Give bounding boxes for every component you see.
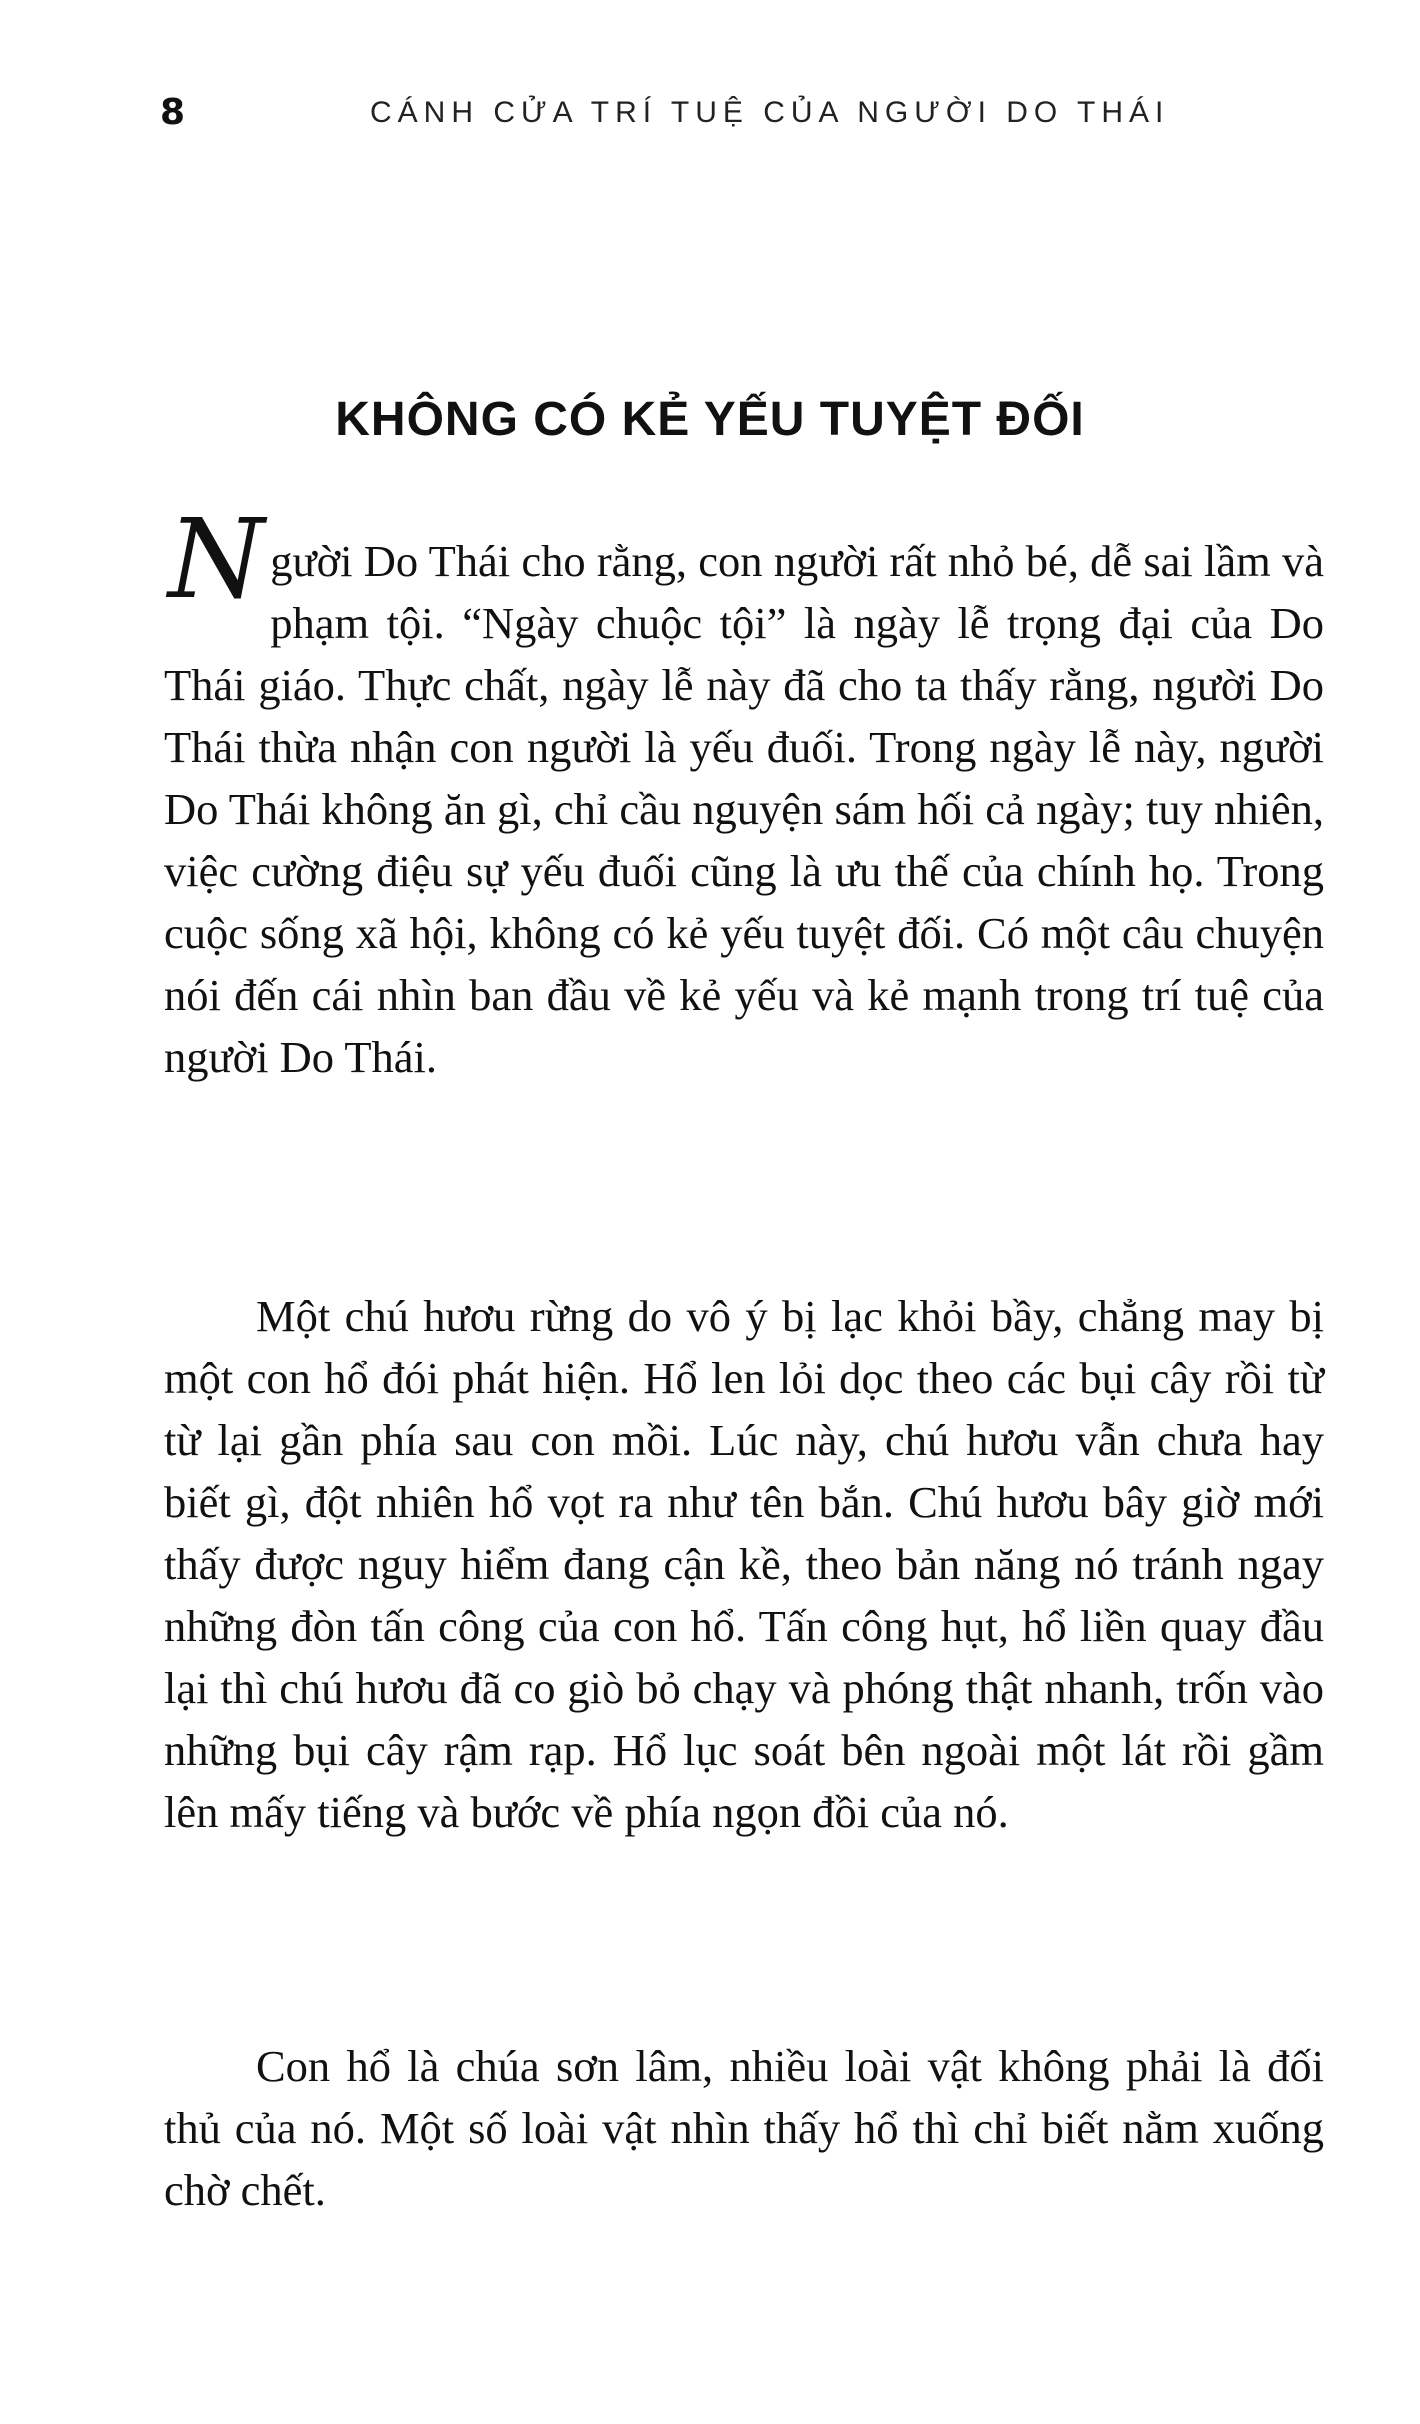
paragraph-1 — [164, 495, 1324, 1088]
page-number: 8 — [160, 92, 186, 133]
running-title: CÁNH CỬA TRÍ TUỆ CỦA NGƯỜI DO THÁI — [370, 96, 1170, 129]
drop-cap: N — [168, 495, 265, 623]
paragraph-3: Con hổ là chúa sơn lâm, nhiều loài vật không phải là đối thủ của nó. Một số loài vật nhìn thấy hổ thì chỉ biết nằm xuống chờ chết. — [164, 2041, 1324, 2215]
chapter-title: KHÔNG CÓ KẺ YẾU TUYỆT ĐỐI — [335, 393, 1085, 446]
page-header — [160, 92, 1250, 152]
paragraph-1-text: gười Do Thái cho rằng, con người rất nhỏ bé, dễ sai lầm và phạm tội. “Ngày chuộc tội” là ngày lễ trọng đại của Do Thái giáo. Thực chất, ngày lễ này đã cho ta thấy rằng, người Do Thái thừa nhận con người là yếu đuối. Trong ngày lễ này, người Do Thái không ăn gì, chỉ cầu nguyện sám hối cả ngày; tuy nhiên, việc cường điệu sự yếu đuối cũng là ưu thế của chính họ. Trong cuộc sống xã hội, không có kẻ yếu tuyệt đối. Có một câu chuyện nói đến cái nhìn ban đầu về kẻ yếu và kẻ mạnh trong trí tuệ của người Do Thái. — [164, 536, 1324, 1082]
paragraph-2: Một chú hươu rừng do vô ý bị lạc khỏi bầy, chẳng may bị một con hổ đói phát hiện. Hổ len lỏi dọc theo các bụi cây rồi từ từ lại gần phía sau con mồi. Lúc này, chú hươu vẫn chưa hay biết gì, đột nhiên hổ vọt ra như tên bắn. Chú hươu bây giờ mới thấy được nguy hiểm đang cận kề, theo bản năng nó tránh ngay những đòn tấn công của con hổ. Tấn công hụt, hổ liền quay đầu lại thì chú hươu đã co giò bỏ chạy và phóng thật nhanh, trốn vào những bụi cây rậm rạp. Hổ lục soát bên ngoài một lát rồi gầm lên mấy tiếng và bước về phía ngọn đồi của nó. — [164, 1291, 1324, 1837]
